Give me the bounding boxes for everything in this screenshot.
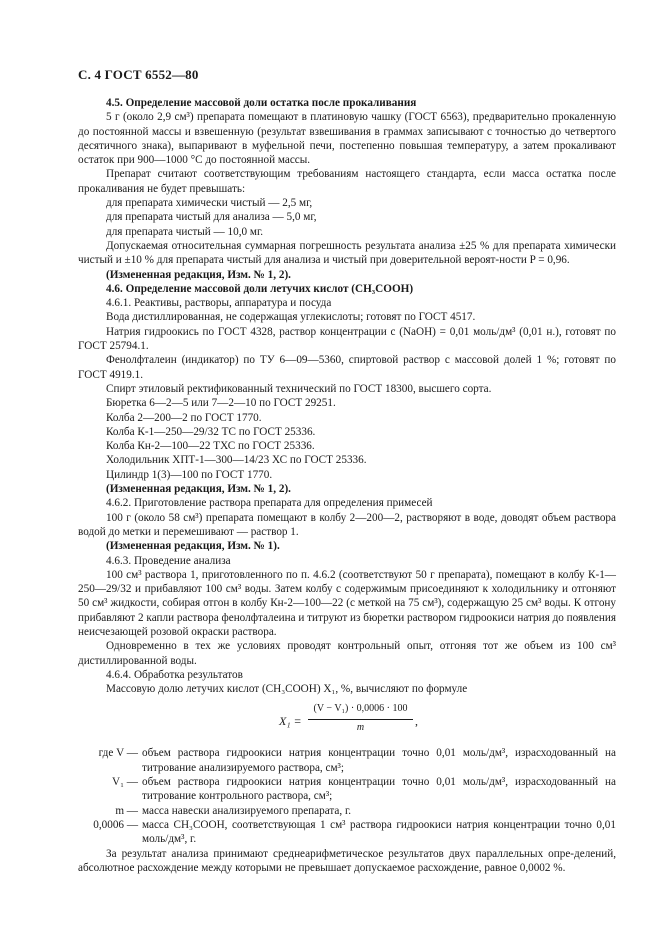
- section-4-6-2-title: 4.6.2. Приготовление раствора препарата для определения примесей: [106, 497, 433, 510]
- section-4-6-3-paragraph-1: 100 см³ раствора 1, приготовленного по п. 4.6.2 (соответствуют 50 г препарата), помещают в колбу К-1—250—29/32 и прибавляют 100 см³ воды. Затем колбу с содержимым присоединяют к холодильнику и отгоняют 50 см³ жидкости, собирая отгон в колбу Кн-2—100—22 (с меткой на 75 см³), содержащую 25 см³ воды. К отгону прибавляют 2 капли раствора фенолфталеина и титруют из бюретки раствором гидроокиси натрия до появления неисчезающей розовой окраски раствора.: [78, 568, 616, 638]
- section-4-5-paragraph-3: Допускаемая относительная суммарная погрешность результата анализа ±25 % для препарата химически чистый и ±10 % для препарата чистый для анализа и чистый при доверительной вероят-ности P = 0,96.: [78, 239, 616, 267]
- section-4-5-paragraph-2: Препарат считают соответствующим требованиям настоящего стандарта, если масса остатка после прокаливания не будет превышать:: [78, 168, 616, 195]
- formula-numerator: (V − V₁) · 0,0006 · 100: [308, 702, 413, 719]
- amendment-note: (Измененная редакция, Изм. № 1).: [106, 540, 280, 553]
- reagent-item: Бюретка 6—2—5 или 7—2—10 по ГОСТ 29251.: [106, 397, 336, 410]
- section-4-5-title: 4.5. Определение массовой доли остатка после прокаливания: [106, 97, 417, 109]
- legend-description: масса CH₃COOH, соответствующая 1 см³ раствора гидроокиси натрия концентрации точно 0,01 моль/дм³, г.: [142, 818, 616, 846]
- legend-row: [78, 746, 616, 775]
- formula-denominator: m: [356, 721, 365, 733]
- reagent-item: Спирт этиловый ректификованный технический по ГОСТ 18300, высшего сорта.: [106, 382, 492, 395]
- residue-limit-item: для препарата чистый для анализа — 5,0 мг,: [106, 211, 317, 224]
- formula: [78, 702, 616, 742]
- amendment-note: (Измененная редакция, Изм. № 1, 2).: [106, 268, 291, 281]
- document-body: [78, 96, 616, 875]
- legend-row: [78, 804, 616, 818]
- formula-fraction: [308, 702, 413, 735]
- residue-limit-item: для препарата химически чистый — 2,5 мг,: [106, 197, 313, 210]
- legend-row: [78, 818, 616, 847]
- amendment-note: (Измененная редакция, Изм. № 1, 2).: [106, 483, 291, 496]
- formula-lhs: X₁ =: [279, 714, 302, 729]
- reagent-item: Натрия гидроокись по ГОСТ 4328, раствор концентрации c (NaOH) = 0,01 моль/дм³ (0,01 н.), готовят по ГОСТ 25794.1.: [78, 325, 616, 353]
- legend-symbol: где V —: [98, 747, 138, 760]
- section-4-6-4-title: 4.6.4. Обработка результатов: [106, 668, 243, 681]
- section-4-6-1-title: 4.6.1. Реактивы, растворы, аппаратура и посуда: [106, 297, 332, 310]
- section-4-6-3-paragraph-2: Одновременно в тех же условиях проводят контрольный опыт, отгоняя тот же объем из 100 см³ дистиллированной воды.: [78, 640, 616, 667]
- reagent-item: Колба 2—200—2 по ГОСТ 1770.: [106, 411, 262, 424]
- section-4-6-3-title: 4.6.3. Проведение анализа: [106, 554, 231, 567]
- legend-symbol: V₁ —: [112, 776, 138, 789]
- section-4-5-paragraph-1: 5 г (около 2,9 см³) препарата помещают в платиновую чашку (ГОСТ 6563), предварительно прокаленную до постоянной массы и взвешенную (результат взвешивания в граммах записывают с точностью до четвертого десятичного знака), выпаривают в муфельной печи, постепенно повышая температуру, а затем прокаливают остаток при 900—1000 °С до постоянной массы.: [78, 111, 616, 167]
- reagent-item: Фенолфталеин (индикатор) по ТУ 6—09—5360, спиртовой раствор с массовой долей 1 %; готовят по ГОСТ 4919.1.: [78, 354, 616, 381]
- legend-description: объем раствора гидроокиси натрия концентрации точно 0,01 моль/дм³, израсходованный на титрование анализируемого раствора, см³;: [142, 747, 616, 774]
- legend-description: масса навески анализируемого препарата, г.: [142, 804, 352, 817]
- reagent-item: Колба К-1—250—29/32 ТС по ГОСТ 25336.: [106, 425, 316, 438]
- residue-limit-item: для препарата чистый — 10,0 мг.: [106, 225, 264, 238]
- legend-symbol: m —: [115, 804, 138, 817]
- formula-tail: ,: [415, 714, 418, 729]
- legend-description: объем раствора гидроокиси натрия концентрации точно 0,01 моль/дм³, израсходованный на титрование контрольного раствора, см³;: [142, 776, 616, 803]
- reagent-item: Холодильник ХПТ-1—300—14/23 ХС по ГОСТ 25336.: [106, 454, 367, 467]
- page-header: С. 4 ГОСТ 6552—80: [78, 67, 199, 82]
- reagent-item: Колба Кн-2—100—22 ТХС по ГОСТ 25336.: [106, 440, 315, 453]
- section-4-6-2-paragraph: 100 г (около 58 см³) препарата помещают в колбу 2—200—2, растворяют в воде, доводят объем раствора водой до метки и перемешивают — раствор 1.: [78, 511, 616, 538]
- section-4-6-title: 4.6. Определение массовой доли летучих кислот (CH₃COOH): [106, 282, 414, 295]
- section-4-6-4-paragraph: Массовую долю летучих кислот (CH₃COOH) X₁, %, вычисляют по формуле: [106, 683, 468, 696]
- legend-row: [78, 775, 616, 804]
- legend-symbol: 0,0006 —: [93, 818, 138, 831]
- reagent-item: Цилиндр 1(3)—100 по ГОСТ 1770.: [106, 468, 273, 481]
- reagent-item: Вода дистиллированная, не содержащая углекислоты; готовят по ГОСТ 4517.: [106, 311, 476, 324]
- final-paragraph: За результат анализа принимают среднеарифметическое результатов двух параллельных опре-делений, абсолютное расхождение между которыми не превышает допускаемое расхождение, равное 0,0002 %.: [78, 847, 616, 874]
